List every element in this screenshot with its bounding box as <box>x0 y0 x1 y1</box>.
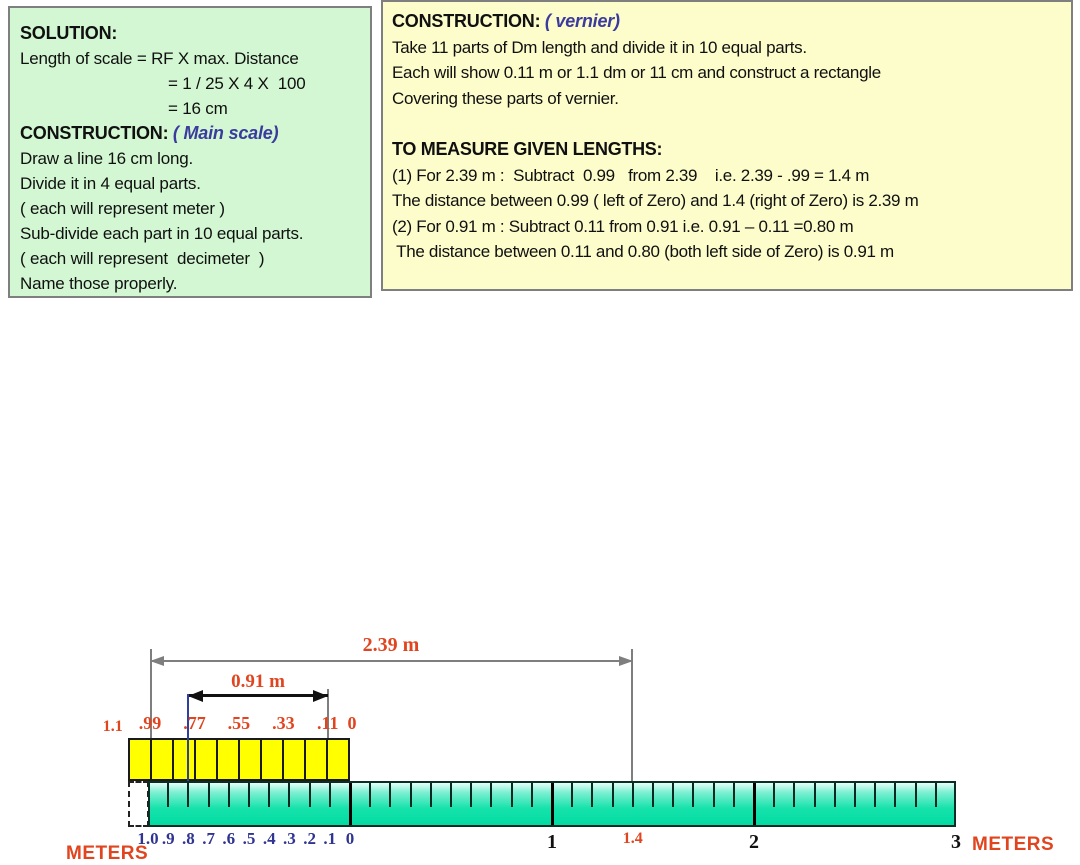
main-scale-meter-label: 1 <box>547 831 557 853</box>
measure-line: The distance between 0.99 ( left of Zero) and 1.4 (right of Zero) is 2.39 m <box>392 191 919 210</box>
decimeter-tick <box>329 783 331 807</box>
decimeter-tick <box>410 783 412 807</box>
decimeter-tick <box>470 783 472 807</box>
decimeter-tick <box>490 783 492 807</box>
decimeter-tick <box>369 783 371 807</box>
decimeter-tick <box>814 783 816 807</box>
meter-division <box>349 783 352 825</box>
decimeter-tick <box>571 783 573 807</box>
vernier-line: Each will show 0.11 m or 1.1 dm or 11 cm and construct a rectangle <box>392 63 881 82</box>
vernier-scale-label: 1.1 <box>102 718 123 735</box>
vernier-scale-label: .77 <box>183 713 206 733</box>
main-scale-decimal-label: 1.0 <box>137 829 159 848</box>
vernier-cell <box>328 740 348 779</box>
arrowhead-right-icon <box>619 656 633 666</box>
decimeter-tick <box>268 783 270 807</box>
vernier-scale-label: .55 <box>227 713 251 733</box>
decimeter-tick <box>915 783 917 807</box>
meter-division <box>753 783 756 825</box>
extension-line-1-4 <box>631 649 633 781</box>
vernier-title: CONSTRUCTION: <box>392 11 541 31</box>
vernier-title-row <box>392 9 1067 35</box>
tick-layer <box>150 783 954 825</box>
decimeter-tick <box>511 783 513 807</box>
construction-main-title-text: CONSTRUCTION: <box>20 123 169 143</box>
decimeter-tick <box>450 783 452 807</box>
main-scale-decimal-label: .9 <box>161 829 175 848</box>
construction-step: Draw a line 16 cm long. <box>20 149 194 168</box>
vernier-cell <box>196 740 218 779</box>
decimeter-tick <box>652 783 654 807</box>
construction-main-title <box>20 121 366 146</box>
main-scale-meter-label: 1.4 <box>622 830 643 847</box>
decimeter-tick <box>309 783 311 807</box>
decimeter-tick <box>894 783 896 807</box>
decimeter-tick <box>854 783 856 807</box>
decimeter-tick <box>531 783 533 807</box>
dimension-label-091: 0.91 m <box>231 671 285 692</box>
main-scale-bar <box>148 781 956 827</box>
meter-division <box>551 783 554 825</box>
main-scale-decimal-label: .7 <box>202 829 215 848</box>
dimension-label-239: 2.39 m <box>362 634 420 656</box>
vernier-cell <box>130 740 152 779</box>
dimension-line-091 <box>188 694 328 697</box>
measure-title: TO MEASURE GIVEN LENGTHS: <box>392 139 663 159</box>
decimeter-tick <box>733 783 735 807</box>
decimeter-tick <box>672 783 674 807</box>
vernier-line: Take 11 parts of Dm length and divide it in 10 equal parts. <box>392 37 807 57</box>
decimeter-tick <box>591 783 593 807</box>
main-scale-decimal-label: .3 <box>283 829 296 848</box>
main-scale-meter-label: 3 <box>951 831 961 853</box>
vernier-line: Covering these parts of vernier. <box>392 88 619 108</box>
decimeter-tick <box>692 783 694 807</box>
vernier-cell <box>152 740 174 779</box>
measure-line: (1) For 2.39 m : Subtract 0.99 from 2.39 i.e. 2.39 - .99 = 1.4 m <box>392 165 870 185</box>
meters-unit-label: METERS <box>66 843 149 864</box>
solution-line: = 16 cm <box>168 99 228 118</box>
decimeter-tick <box>208 783 210 807</box>
decimeter-tick <box>430 783 432 807</box>
vernier-cell <box>218 740 240 779</box>
decimeter-tick <box>834 783 836 807</box>
decimeter-tick <box>389 783 391 807</box>
decimeter-tick <box>713 783 715 807</box>
vernier-subtitle: ( vernier) <box>544 11 620 31</box>
decimeter-tick <box>632 783 634 807</box>
construction-step: ( each will represent decimeter ) <box>20 249 265 268</box>
vernier-scale-label: .33 <box>272 713 295 733</box>
vernier-cell <box>284 740 306 779</box>
vernier-cell <box>240 740 262 779</box>
solution-line: = 1 / 25 X 4 X 100 <box>168 74 306 93</box>
decimeter-tick <box>874 783 876 807</box>
decimeter-tick <box>228 783 230 807</box>
construction-step: Divide it in 4 equal parts. <box>20 174 201 193</box>
measure-line: (2) For 0.91 m : Subtract 0.11 from 0.91 i.e. 0.91 – 0.11 =0.80 m <box>392 216 854 236</box>
decimeter-tick <box>167 783 169 807</box>
construction-step: Sub-divide each part in 10 equal parts. <box>20 224 304 243</box>
construction-step: Name those properly. <box>20 274 178 293</box>
decimeter-tick <box>248 783 250 807</box>
solution-panel <box>8 6 372 298</box>
measure-line: The distance between 0.11 and 0.80 (both left side of Zero) is 0.91 m <box>392 242 894 261</box>
main-scale-meter-label: 2 <box>749 831 759 853</box>
construction-step: ( each will represent meter ) <box>20 199 225 218</box>
main-scale-decimal-label: .5 <box>242 829 256 848</box>
arrowhead-left-icon <box>150 656 164 666</box>
main-scale-decimal-label: 0 <box>345 829 355 848</box>
vernier-cell <box>306 740 328 779</box>
decimeter-tick <box>935 783 937 807</box>
meters-unit-label: METERS <box>972 834 1055 855</box>
vernier-scale-label: 0 <box>347 713 357 733</box>
main-scale-decimal-label: .2 <box>303 829 316 848</box>
blank-line <box>392 111 1067 137</box>
main-scale-decimal-label: .8 <box>182 829 195 848</box>
vernier-scale-bar <box>128 738 350 781</box>
decimeter-tick <box>187 783 189 807</box>
dashed-extension-box <box>128 781 149 827</box>
main-scale-decimal-label: .1 <box>323 829 337 848</box>
dimension-line-239 <box>150 660 633 662</box>
main-scale-decimal-label: .4 <box>262 829 276 848</box>
solution-line: Length of scale = RF X max. Distance <box>20 49 299 68</box>
vernier-scale-label: .11 <box>317 713 339 733</box>
decimeter-tick <box>773 783 775 807</box>
vernier-construction-panel <box>381 0 1073 291</box>
vernier-scale-diagram <box>0 300 1080 864</box>
main-scale-decimal-label: .6 <box>222 829 236 848</box>
solution-title: SOLUTION: <box>20 23 118 43</box>
pointer-line-080 <box>187 694 189 792</box>
decimeter-tick <box>612 783 614 807</box>
construction-main-subtitle: ( Main scale) <box>172 123 279 143</box>
vernier-cell <box>262 740 284 779</box>
vernier-cell <box>174 740 196 779</box>
vernier-scale-label: .99 <box>138 713 162 733</box>
decimeter-tick <box>793 783 795 807</box>
decimeter-tick <box>288 783 290 807</box>
